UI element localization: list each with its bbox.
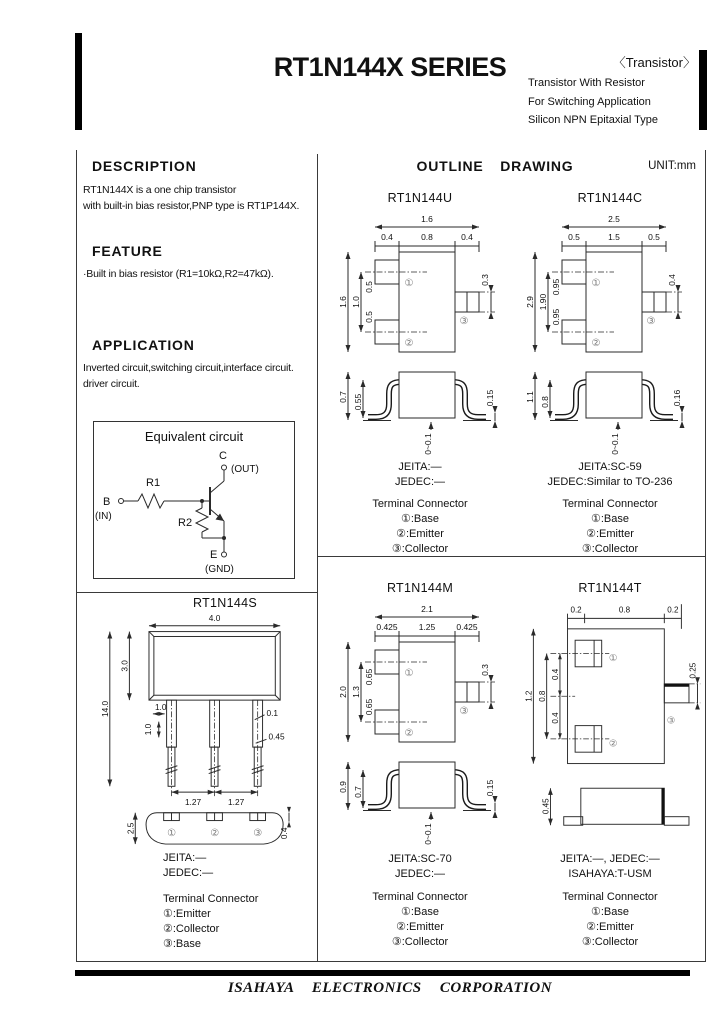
e-label: E <box>210 549 218 561</box>
dim-label: 0.15 <box>485 389 495 407</box>
dim-label: 0.8 <box>618 605 631 615</box>
dim-label: 2.0 <box>338 686 348 698</box>
pin2-label: ② <box>591 338 601 349</box>
s-jedec-line: JEDEC:— <box>163 867 214 879</box>
t-terminal-3: ③:Collector <box>581 936 639 948</box>
equivalent-circuit-title: Equivalent circuit <box>144 429 244 444</box>
b-label: B <box>103 496 111 508</box>
pin2-label: ② <box>404 338 414 349</box>
rt1n144t-drawing <box>522 602 707 835</box>
dim-label: 0.8 <box>540 396 550 408</box>
t-side-view <box>542 788 689 825</box>
dim-label: 0.5 <box>364 281 374 293</box>
r1-label: R1 <box>146 477 161 489</box>
s-terminal-2: ②:Collector <box>163 923 220 935</box>
rt1n144m-drawing <box>335 602 510 847</box>
in-label: (IN) <box>95 511 112 522</box>
dim-label: 0.4 <box>461 232 473 242</box>
dim-label: 0.1 <box>266 707 279 718</box>
t-isahaya-line: ISAHAYA:T-USM <box>568 868 652 880</box>
dim-label: 2.5 <box>125 822 136 835</box>
dim-label: 0.425 <box>376 622 398 632</box>
m-jedec-line: JEDEC:— <box>394 868 446 880</box>
pin3-label: ③ <box>646 316 656 327</box>
u-top-view <box>338 214 495 352</box>
dim-label: 0.16 <box>672 389 682 407</box>
tagline-3: Silicon NPN Epitaxial Type <box>528 114 659 126</box>
c-side-view <box>525 372 685 455</box>
m-jeita <box>345 852 495 882</box>
package-name-t: RT1N144T <box>578 581 642 595</box>
dim-label: 0.15 <box>485 779 495 797</box>
dim-label: 0.5 <box>648 232 660 242</box>
application-line1: Inverted circuit,switching circuit,interface circuit. <box>83 362 294 374</box>
dim-label: 0.25 <box>688 662 698 679</box>
dim-label: 0.4 <box>551 668 561 680</box>
c-jeita-line: JEITA:SC-59 <box>578 461 642 473</box>
dim-label: 0.7 <box>353 786 363 798</box>
c-top-view <box>525 214 682 352</box>
t-top-view <box>524 604 700 763</box>
dim-label: 3.0 <box>119 660 130 672</box>
pin3-label: ③ <box>666 715 676 727</box>
frame-bottom-border <box>76 961 706 962</box>
dim-label: 1.6 <box>338 296 348 308</box>
dim-label: 0.3 <box>480 664 490 676</box>
dim-label: 0.45 <box>541 798 551 815</box>
out-label: (OUT) <box>231 464 259 475</box>
s-jeita-line: JEITA:— <box>163 852 207 864</box>
company-name: ISAHAYA ELECTRONICS CORPORATION <box>227 980 553 996</box>
u-side-view <box>338 372 498 455</box>
m-terminal-heading: Terminal Connector <box>372 891 468 903</box>
dim-label: 2.5 <box>608 214 620 224</box>
unit-label: UNIT:mm <box>648 160 696 172</box>
dim-label: 1.27 <box>184 796 202 807</box>
m-side-view <box>338 762 498 845</box>
c-terminal-heading: Terminal Connector <box>562 498 658 510</box>
package-name-m: RT1N144M <box>386 581 454 595</box>
dim-label: 1.5 <box>608 232 620 242</box>
s-jeita <box>163 851 213 881</box>
dim-label: 1.1 <box>525 391 535 403</box>
resistor-r1 <box>138 494 164 508</box>
feature-heading: FEATURE <box>92 243 163 259</box>
application-line2: driver circuit. <box>83 378 140 390</box>
dim-label: 1.90 <box>538 293 548 311</box>
dim-label: 1.6 <box>421 214 433 224</box>
frame-right-border <box>705 150 706 961</box>
t-terminal-1: ①:Base <box>591 906 629 918</box>
m-jeita-line: JEITA:SC-70 <box>388 853 452 865</box>
c-terminal-2: ②:Emitter <box>586 528 634 540</box>
dim-label: 1.27 <box>228 796 245 807</box>
dim-label: 0.5 <box>568 232 580 242</box>
pin1-label: ① <box>404 668 414 679</box>
dim-label: 4.0 <box>208 612 221 623</box>
u-terminals <box>345 512 495 557</box>
m-terminal-2: ②:Emitter <box>396 921 444 933</box>
u-terminal-2: ②:Emitter <box>396 528 444 540</box>
c-jedec-line: JEDEC:Similar to TO-236 <box>547 476 673 488</box>
dim-label: 0.2 <box>570 605 582 615</box>
rt1n144u-drawing <box>335 212 510 457</box>
package-name-c: RT1N144C <box>577 191 643 205</box>
dim-label: 0.8 <box>421 232 433 242</box>
pin1-label: ① <box>591 278 601 289</box>
r2-label: R2 <box>178 517 193 529</box>
dim-label: 1.0 <box>351 296 361 308</box>
tagline-2: For Switching Application <box>528 96 651 108</box>
frame-left-border <box>76 150 77 961</box>
package-name-s: RT1N144S <box>192 596 257 610</box>
header-left-bar <box>75 33 82 130</box>
dim-label: 0.65 <box>364 698 374 716</box>
pin3-label: ③ <box>253 828 263 840</box>
outline-heading: OUTLINE DRAWING <box>416 158 574 174</box>
dim-label: 0.95 <box>551 278 561 296</box>
dim-label: 0.9 <box>338 781 348 793</box>
dim-label: 2.1 <box>421 604 433 614</box>
t-jeita-line: JEITA:—, JEDEC:— <box>560 853 660 865</box>
pin3-label: ③ <box>459 706 469 717</box>
u-jeita <box>345 460 495 490</box>
pin1-label: ① <box>167 828 176 840</box>
dim-label: 0~0.1 <box>610 433 620 455</box>
t-terminal-heading: Terminal Connector <box>562 891 658 903</box>
dim-label: 0.8 <box>537 690 547 702</box>
c-terminal-1: ①:Base <box>591 513 629 525</box>
pin3-label: ③ <box>459 316 469 327</box>
dim-label: 0.5 <box>364 311 374 323</box>
page-title: RT1N144X SERIES <box>273 52 507 82</box>
c-jeita <box>515 460 705 490</box>
description-heading: DESCRIPTION <box>92 158 197 174</box>
s-bottom-view <box>125 807 291 844</box>
dim-label: 0.65 <box>364 668 374 686</box>
dim-label: 1.0 <box>154 701 167 712</box>
dim-label: 0.45 <box>268 731 285 742</box>
dim-label: 14.0 <box>99 700 110 718</box>
s-terminal-3: ③:Base <box>163 938 201 950</box>
dim-label: 1.3 <box>351 686 361 698</box>
u-terminal-3: ③:Collector <box>391 543 449 555</box>
dim-label: 0.95 <box>551 308 561 326</box>
dim-label: 0.425 <box>456 622 478 632</box>
dim-label: 0.4 <box>551 712 561 724</box>
pin2-label: ② <box>608 738 618 750</box>
u-terminal-1: ①:Base <box>401 513 439 525</box>
rt1n144s-drawing <box>90 612 300 847</box>
u-jedec-line: JEDEC:— <box>394 476 446 488</box>
pin1-label: ① <box>404 278 414 289</box>
m-top-view <box>338 604 495 742</box>
header-right-bar <box>699 50 707 130</box>
dim-label: 1.0 <box>142 723 153 736</box>
dim-label: 0.4 <box>279 827 290 840</box>
package-name-u: RT1N144U <box>387 191 453 205</box>
m-terminals <box>345 905 495 950</box>
s-package-box-top <box>76 592 318 593</box>
dim-label: 1.25 <box>418 622 436 632</box>
dim-label: 0~0.1 <box>423 433 433 455</box>
t-terminals <box>530 905 690 950</box>
dim-label: 0.4 <box>667 274 677 286</box>
s-terminal-1: ①:Emitter <box>163 908 211 920</box>
s-terminals <box>163 907 219 952</box>
resistor-r2 <box>196 508 208 532</box>
pin1-label: ① <box>608 653 618 665</box>
description-line1: RT1N144X is a one chip transistor <box>83 184 237 196</box>
dim-label: 0.55 <box>353 393 363 411</box>
description-line2: with built-in bias resistor,PNP type is RT1P144X. <box>83 200 300 212</box>
tagline-1: Transistor With Resistor <box>528 77 645 89</box>
dim-label: 2.9 <box>525 296 535 308</box>
pin2-label: ② <box>210 828 219 840</box>
dim-label: 1.2 <box>524 690 534 702</box>
c-label: C <box>219 450 227 462</box>
dim-label: 0.3 <box>480 274 490 286</box>
circuit-graphics <box>95 450 259 575</box>
rt1n144c-drawing <box>522 212 697 457</box>
c-terminal-3: ③:Collector <box>581 543 639 555</box>
u-jeita-line: JEITA:— <box>398 461 442 473</box>
category-label: 〈Transistor〉 <box>612 55 696 70</box>
m-terminal-3: ③:Collector <box>391 936 449 948</box>
s-front-view <box>100 613 285 807</box>
m-terminal-1: ①:Base <box>401 906 439 918</box>
application-heading: APPLICATION <box>92 337 195 353</box>
s-terminal-heading: Terminal Connector <box>163 893 259 905</box>
equivalent-circuit-box <box>93 421 295 579</box>
column-divider <box>317 154 318 961</box>
t-terminal-2: ②:Emitter <box>586 921 634 933</box>
dim-label: 0.4 <box>381 232 393 242</box>
feature-line1: ·Built in bias resistor (R1=10kΩ,R2=47kΩ). <box>83 268 274 280</box>
footer-rule <box>75 970 690 976</box>
c-terminals <box>530 512 690 557</box>
dim-label: 0~0.1 <box>423 823 433 845</box>
t-jeita <box>515 852 705 882</box>
pin2-label: ② <box>404 728 414 739</box>
gnd-label: (GND) <box>205 564 234 575</box>
dim-label: 0.7 <box>338 391 348 403</box>
u-terminal-heading: Terminal Connector <box>372 498 468 510</box>
dim-label: 0.2 <box>667 605 679 615</box>
equivalent-circuit-diagram <box>94 450 294 576</box>
